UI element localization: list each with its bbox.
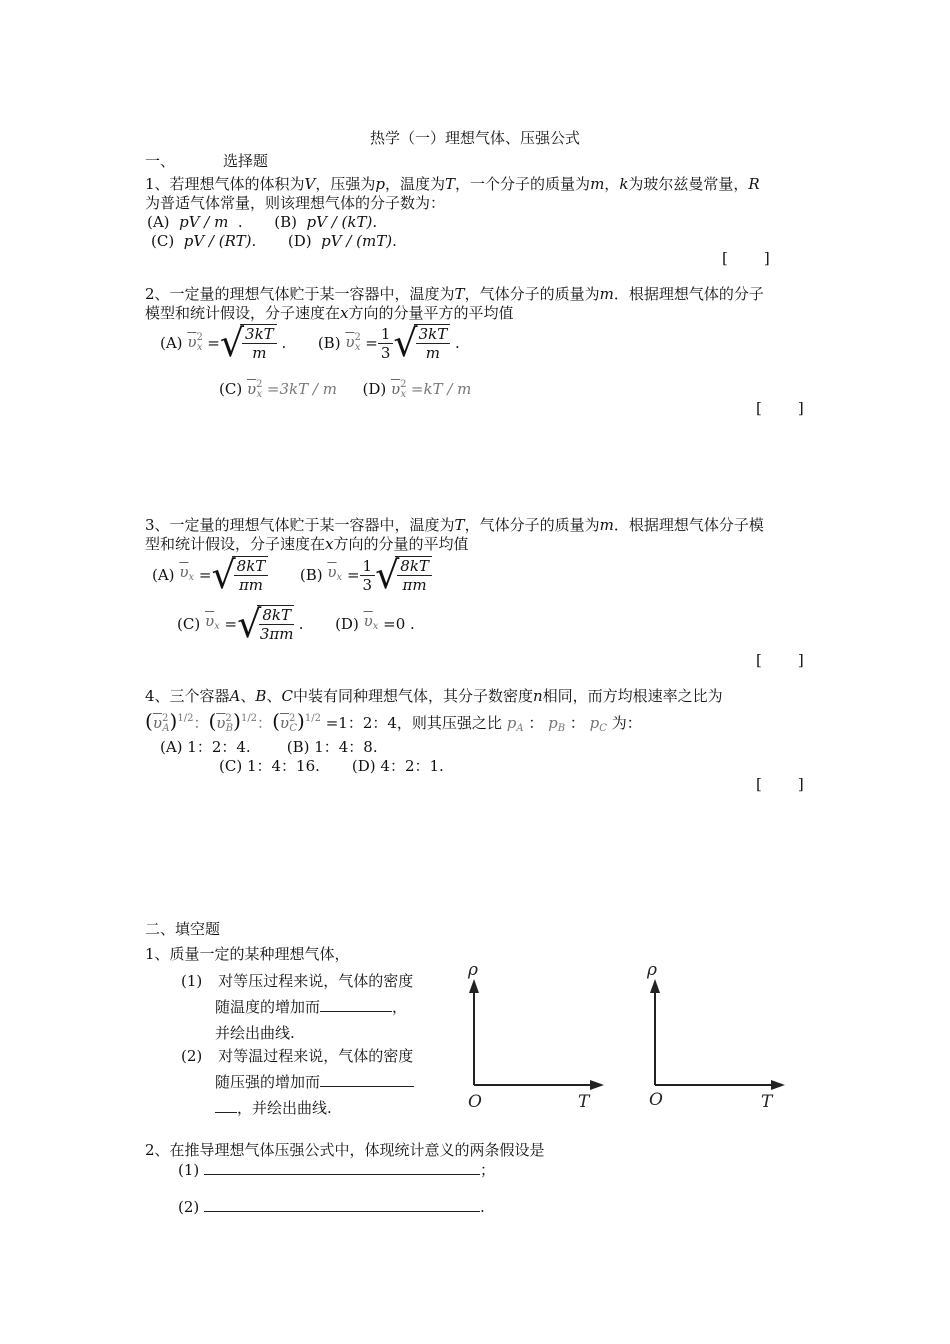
denominator: m	[425, 344, 441, 362]
f2-answer-blank-1[interactable]	[204, 1160, 480, 1175]
punct: 、	[266, 687, 282, 705]
q4-var-B: B	[255, 687, 267, 705]
numerator: 8kT	[259, 606, 294, 625]
numerator: 3kT	[416, 325, 451, 344]
q3-line2	[145, 534, 469, 554]
option-label-C: (C)	[219, 380, 243, 398]
denominator: 3	[362, 575, 373, 594]
symbol-v: $\overline{\upsilon}$	[279, 714, 289, 732]
punct: .	[281, 334, 287, 352]
q2-options-row2	[219, 375, 471, 405]
subscript: B	[557, 723, 566, 734]
q3-text: 3、一定量的理想气体贮于某一容器中，温度为	[145, 516, 455, 534]
q3-text: 方向的分量的平均值	[333, 535, 469, 553]
punct: .	[237, 213, 243, 231]
q3-line1	[145, 515, 764, 535]
y-axis-label: ρ	[647, 960, 657, 980]
q4-var-p: p	[589, 714, 600, 732]
q2-options-row1	[160, 323, 460, 363]
q1-options-row1	[147, 212, 377, 232]
exponent: 2	[161, 713, 169, 724]
q4-var-p: p	[506, 714, 517, 732]
item-text: 随温度的增加而	[215, 998, 321, 1016]
punct: .	[455, 334, 460, 352]
q1-line2: 为普适气体常量，则该理想气体的分子数为：	[145, 194, 446, 212]
symbol-v: $\overline{\upsilon}$	[187, 333, 197, 351]
q3-var-m: m	[599, 516, 614, 534]
q1-var-V: V	[304, 175, 316, 193]
equals: =	[198, 566, 212, 584]
equals: =	[224, 615, 238, 633]
f2-item2	[178, 1197, 485, 1217]
equals: =	[410, 380, 424, 398]
q4-options-row2	[219, 756, 444, 776]
symbol-v: $\overline{\upsilon}$	[327, 563, 337, 581]
equals: =	[207, 334, 220, 352]
symbol-v: $\overline{\upsilon}$	[179, 563, 189, 581]
item-number: (1)	[178, 1161, 200, 1179]
punct: .	[372, 213, 378, 231]
q4-text: 相同，而方均根速率之比为	[542, 687, 723, 705]
q4-var-n: n	[532, 687, 543, 705]
exponent: 1/2	[177, 713, 194, 724]
exponent: 2	[400, 379, 407, 390]
subscript: B	[225, 723, 234, 734]
option-label-B: (B)	[317, 334, 341, 352]
numerator: 1	[378, 325, 394, 344]
q4-line2	[145, 709, 642, 739]
q4-var-p: p	[548, 714, 558, 732]
f2-item1	[178, 1160, 495, 1180]
item-text: 随压强的增加而	[215, 1073, 321, 1091]
option-label-A: (A)	[160, 334, 183, 352]
denominator: 3πm	[259, 625, 294, 643]
exponent: 1/2	[240, 713, 258, 724]
rms-ratio-B: $(\overline{\upsilon}^2_B)^{1/2}$	[208, 709, 258, 734]
option-A-formula: pV / m	[179, 213, 229, 231]
subscript: A	[162, 723, 170, 734]
f1-answer-blank-2-cont[interactable]	[215, 1098, 237, 1113]
q4-options-row1	[160, 737, 378, 757]
option-label-B: (B)	[299, 566, 323, 584]
page-title: 热学（一）理想气体、压强公式	[369, 129, 580, 147]
subscript: x	[400, 389, 407, 400]
equals: =	[266, 380, 280, 398]
f1-answer-blank-2[interactable]	[320, 1072, 414, 1087]
rms-ratio-A: $(\overline{\upsilon}^2_A)^{1/2}$	[145, 709, 194, 734]
symbol-v: $\overline{\upsilon}$	[391, 380, 401, 398]
subscript: C	[599, 723, 607, 734]
q4-line1	[145, 686, 723, 706]
punct: .	[392, 232, 397, 250]
item-number: (1)	[181, 972, 203, 990]
denominator: 3	[380, 343, 391, 362]
q3-optA-sqrt: √ $\frac{8kT}{\pi m}$	[211, 555, 268, 595]
item-number: (2)	[181, 1047, 203, 1065]
q2-text: 方向的分量平方的平均值	[348, 304, 514, 322]
option-A: (A) 1：2：4.	[160, 738, 251, 756]
option-B: (B) 1：4：8.	[286, 738, 378, 756]
q2-optB-sqrt: √ $\frac{3kT}{m}$	[393, 323, 450, 363]
q3-text: 型和统计假设，分子速度在	[145, 535, 326, 553]
exponent: 2	[289, 713, 296, 724]
option-C-formula: 3kT / m	[279, 380, 337, 398]
q2-optA-lhs	[187, 333, 202, 351]
y-axis-arrow-icon	[469, 979, 479, 993]
f1-item1	[181, 968, 413, 1046]
f2-answer-blank-2[interactable]	[204, 1197, 480, 1212]
equals: =	[346, 566, 360, 584]
exponent: 2	[196, 332, 203, 343]
origin-label: O	[649, 1090, 663, 1110]
item-number: (2)	[178, 1198, 200, 1216]
q3-answer-bracket[interactable]: [ ]	[756, 651, 806, 669]
subscript: x	[188, 572, 195, 583]
q4-text: 4、三个容器	[145, 687, 230, 705]
option-label-A: (A)	[147, 213, 170, 231]
subscript: x	[372, 621, 379, 632]
exponent: 2	[256, 379, 263, 390]
x-axis-arrow-icon	[590, 1080, 604, 1090]
q3-var-T: T	[454, 516, 465, 534]
subscript: A	[516, 723, 524, 734]
x-axis-label: T	[578, 1092, 590, 1112]
option-label-D: (D)	[287, 232, 312, 250]
punct: ，	[392, 998, 408, 1016]
q3-text: ．根据理想气体分子模	[613, 516, 764, 534]
option-label-D: (D)	[335, 615, 359, 633]
denominator: πm	[402, 576, 427, 594]
q1-var-T: T	[445, 175, 456, 193]
symbol-v: $\overline{\upsilon}$	[363, 612, 373, 630]
q1-var-p: p	[375, 175, 386, 193]
option-B-formula: pV / (kT)	[306, 213, 373, 231]
q1-text: ，一个分子的质量为	[455, 175, 591, 193]
q3-text: ，气体分子的质量为	[464, 516, 600, 534]
equals: =	[383, 615, 396, 633]
section-label: 选择题	[223, 152, 269, 170]
q2-optB-lhs	[345, 333, 360, 351]
denominator: πm	[238, 576, 264, 594]
colon: ：	[193, 714, 209, 732]
rho-T-graph-2[interactable]	[641, 955, 801, 1115]
q2-var-T: T	[454, 285, 465, 303]
symbol-v: $\overline{\upsilon}$	[345, 333, 355, 351]
punct: .	[480, 1198, 485, 1216]
option-label-C: (C)	[151, 232, 175, 250]
subscript: x	[196, 342, 203, 353]
exponent: 2	[225, 713, 232, 724]
option-label-D: (D)	[362, 380, 387, 398]
denominator: m	[252, 344, 267, 362]
f1-item2	[181, 1043, 414, 1121]
q3-options-row1	[152, 555, 432, 595]
punct: .	[410, 615, 415, 633]
section-number: 一、	[145, 152, 176, 170]
f1-answer-blank-1[interactable]	[320, 997, 392, 1012]
option-C: (C) 1：4：16.	[219, 757, 320, 775]
q1-text: 1、若理想气体的体积为	[145, 175, 305, 193]
q1-options-row2	[151, 231, 397, 251]
q2-text: ．根据理想气体的分子	[613, 285, 764, 303]
q1-var-m: m	[590, 175, 605, 193]
q3-var-x: x	[325, 535, 334, 553]
option-label-B: (B)	[274, 213, 297, 231]
rms-ratio-C: $(\overline{\upsilon}^2_C)^{1/2}$	[272, 709, 321, 734]
origin-label: O	[468, 1092, 482, 1112]
q2-var-m: m	[599, 285, 614, 303]
option-D-value: 0	[395, 615, 406, 633]
q1-line1	[145, 174, 760, 194]
y-axis-arrow-icon	[650, 979, 660, 993]
numerator: 8kT	[234, 557, 269, 576]
q4-var-C: C	[281, 687, 293, 705]
q2-text: 模型和统计假设，分子速度在	[145, 304, 341, 322]
f2-line: 2、在推导理想气体压强公式中，体现统计意义的两条假设是	[145, 1141, 545, 1159]
symbol-v: $\overline{\upsilon}$	[246, 380, 257, 398]
q4-answer-bracket[interactable]: [ ]	[756, 775, 806, 793]
f1-line: 1、质量一定的某种理想气体，	[145, 945, 350, 963]
q4-text: 中装有同种理想气体，其分子数密度	[292, 687, 533, 705]
item-text: 并绘出曲线.	[215, 1024, 295, 1042]
punct: ；	[480, 1161, 496, 1179]
item-text: ，并绘出曲线.	[237, 1099, 332, 1117]
colon: ：	[528, 714, 544, 732]
q3-optC-sqrt: √ $\frac{8kT}{3\pi m}$	[237, 602, 294, 646]
subscript: C	[289, 723, 298, 734]
punct: 、	[240, 687, 256, 705]
section-heading-fill: 二、填空题	[145, 920, 221, 938]
punct: .	[298, 615, 304, 633]
q2-text: ，气体分子的质量为	[464, 285, 600, 303]
q4-text: 为：	[611, 714, 642, 732]
symbol-v: $\overline{\upsilon}$	[216, 714, 226, 732]
numerator: 8kT	[397, 557, 432, 576]
q4-var-A: A	[229, 687, 241, 705]
q4-text: =1：2：4，则其压强之比	[325, 714, 502, 732]
q2-text: 2、一定量的理想气体贮于某一容器中，温度为	[145, 285, 455, 303]
subscript: x	[214, 621, 220, 632]
option-D: (D) 4：2：1.	[351, 757, 444, 775]
option-D-formula: kT / m	[423, 380, 472, 398]
q3-options-row2	[177, 604, 415, 644]
option-C-formula: pV / (RT)	[183, 232, 252, 250]
q2-optA-sqrt: √ $\frac{3kT}{m}$	[220, 323, 277, 363]
q1-text: ，温度为	[385, 175, 446, 193]
item-text: 对等温过程来说，气体的密度	[218, 1047, 414, 1065]
symbol-v: $\overline{\upsilon}$	[152, 714, 162, 732]
x-axis-arrow-icon	[771, 1080, 785, 1090]
item-text: 对等压过程来说，气体的密度	[218, 972, 414, 990]
exponent: 1/2	[304, 713, 321, 724]
x-axis-label: T	[761, 1092, 773, 1112]
numerator: 1	[360, 557, 376, 576]
numerator: 3kT	[242, 325, 277, 344]
subscript: x	[256, 389, 263, 400]
option-label-C: (C)	[177, 615, 201, 633]
q2-answer-bracket[interactable]: [ ]	[756, 399, 806, 417]
q1-answer-bracket[interactable]: [ ]	[722, 249, 772, 267]
section-heading-choice	[145, 151, 268, 171]
symbol-v: $\overline{\upsilon}$	[204, 612, 215, 630]
q2-line1	[145, 284, 764, 304]
q1-var-k: k	[619, 175, 629, 193]
option-D-formula: pV / (mT)	[321, 232, 393, 250]
rho-T-graph-1[interactable]	[460, 955, 620, 1115]
y-axis-label: ρ	[468, 960, 478, 980]
colon: ：	[569, 714, 585, 732]
subscript: x	[336, 572, 343, 583]
q1-var-R: R	[748, 175, 760, 193]
q2-line2	[145, 303, 514, 323]
q2-var-x: x	[340, 304, 349, 322]
exponent: 2	[354, 332, 361, 343]
colon: ：	[257, 714, 273, 732]
equals: =	[365, 334, 378, 352]
q1-text: ，压强为	[315, 175, 376, 193]
punct: .	[251, 232, 257, 250]
subscript: x	[354, 342, 361, 353]
q1-text: ，	[604, 175, 620, 193]
option-label-A: (A)	[152, 566, 175, 584]
q1-text: 为玻尔兹曼常量，	[628, 175, 749, 193]
q3-optB-sqrt: √ $\frac{8kT}{\pi m}$	[375, 555, 432, 595]
